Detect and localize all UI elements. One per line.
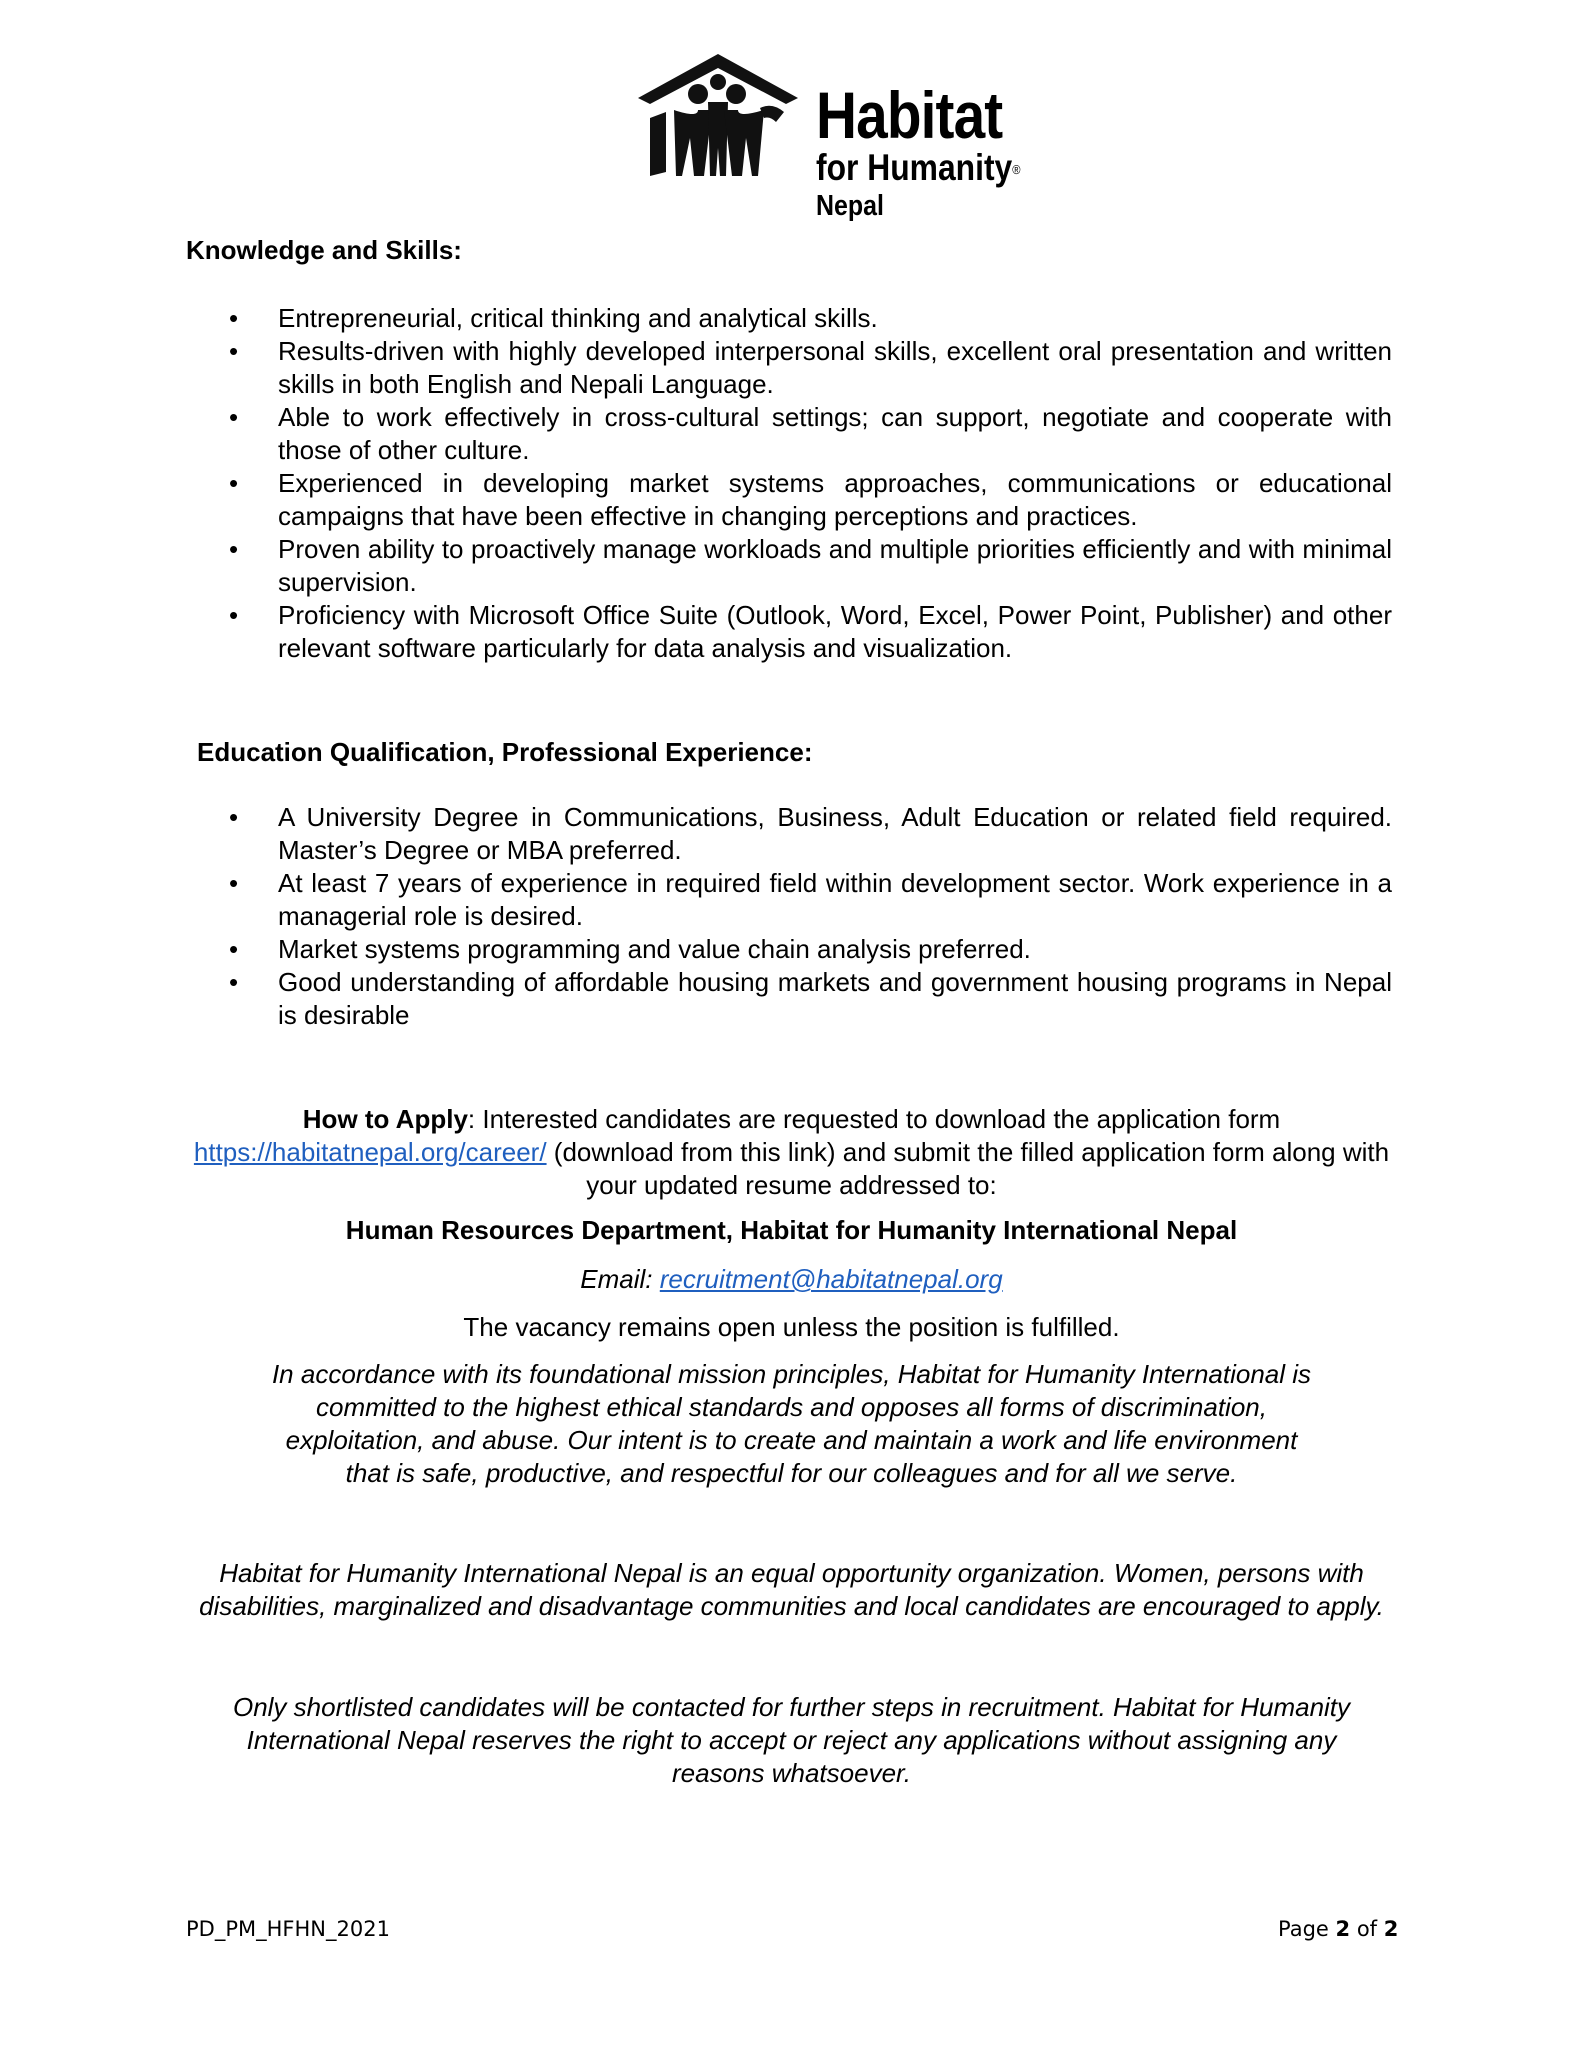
logo-name-habitat: Habitat [816, 78, 1003, 152]
page-total: 2 [1383, 1917, 1399, 1941]
email-line [180, 1263, 1403, 1296]
equal-opportunity-statement: Habitat for Humanity International Nepal is an equal opportunity organization. Women, persons with disabilities, marginalized and disadvantage communities and local candidates are encouraged to apply. [199, 1558, 1384, 1621]
mission-statement: In accordance with its foundational mission principles, Habitat for Humanity International is committed to the highest ethical standards and opposes all forms of discrimination, exploitation, and abuse. Our intent is to create and maintain a work and life environment that is safe, productive, and respectful for our colleagues and for all we serve. [271, 1359, 1312, 1488]
logo-name-for-humanity [816, 148, 1020, 188]
knowledge-skills-heading: Knowledge and Skills: [186, 235, 462, 265]
vacancy-note: The vacancy remains open unless the position is fulfilled. [463, 1312, 1120, 1342]
email-label: Email: [580, 1264, 660, 1294]
logo-country: Nepal [816, 190, 884, 222]
registered-mark: ® [1012, 162, 1021, 177]
how-to-apply-label: How to Apply [302, 1104, 468, 1134]
list-item: • Market systems programming and value chain analysis preferred. [186, 933, 1392, 966]
list-item: • At least 7 years of experience in required field within development sector. Work experience in a managerial role is desired. [186, 867, 1392, 933]
shortlist-note: Only shortlisted candidates will be contacted for further steps in recruitment. Habitat for Humanity International Nepal reserves the right to accept or reject any applications without assigning any reasons whatsoever. [232, 1692, 1351, 1788]
list-item: • Able to work effectively in cross-cultural settings; can support, negotiate and cooperate with those of other culture. [186, 401, 1392, 467]
how-to-apply-text: : Interested candidates are requested to download the application form [467, 1104, 1281, 1134]
list-item: • Results-driven with highly developed interpersonal skills, excellent oral presentation and written skills in both English and Nepali Language. [186, 335, 1392, 401]
logo-for-humanity-text: for Humanity [816, 147, 1013, 188]
career-link[interactable]: https://habitatnepal.org/career/ [193, 1137, 547, 1167]
page-label: Page [1278, 1917, 1336, 1941]
footer-page-number [1278, 1916, 1398, 1942]
page-of: of [1350, 1917, 1384, 1941]
how-to-apply-text-after: (download from this link) and submit the filled application form along with your updated resume addressed to: [546, 1137, 1390, 1200]
knowledge-skills-list [186, 302, 1392, 665]
education-list [186, 801, 1392, 1032]
list-item: • Experienced in developing market systems approaches, communications or educational campaigns that have been effective in changing perceptions and practices. [186, 467, 1392, 533]
habitat-house-icon [636, 52, 816, 182]
habitat-logo [636, 52, 1066, 222]
footer-doc-code: PD_PM_HFHN_2021 [186, 1917, 390, 1941]
list-item: • Proven ability to proactively manage workloads and multiple priorities efficiently and with minimal supervision. [186, 533, 1392, 599]
hr-department: Human Resources Department, Habitat for Humanity International Nepal [345, 1215, 1238, 1245]
list-item: • Good understanding of affordable housing markets and government housing programs in Nepal is desirable [186, 966, 1392, 1032]
page-current: 2 [1335, 1917, 1351, 1941]
list-item: • Entrepreneurial, critical thinking and analytical skills. [186, 302, 1392, 335]
email-link[interactable]: recruitment@habitatnepal.org [659, 1264, 1003, 1294]
list-item: • A University Degree in Communications, Business, Adult Education or related field required. Master’s Degree or MBA preferred. [186, 801, 1392, 867]
education-heading: Education Qualification, Professional Experience: [197, 737, 813, 767]
how-to-apply-paragraph [180, 1103, 1403, 1202]
list-item: • Proficiency with Microsoft Office Suite (Outlook, Word, Excel, Power Point, Publisher) and other relevant software particularly for data analysis and visualization. [186, 599, 1392, 665]
